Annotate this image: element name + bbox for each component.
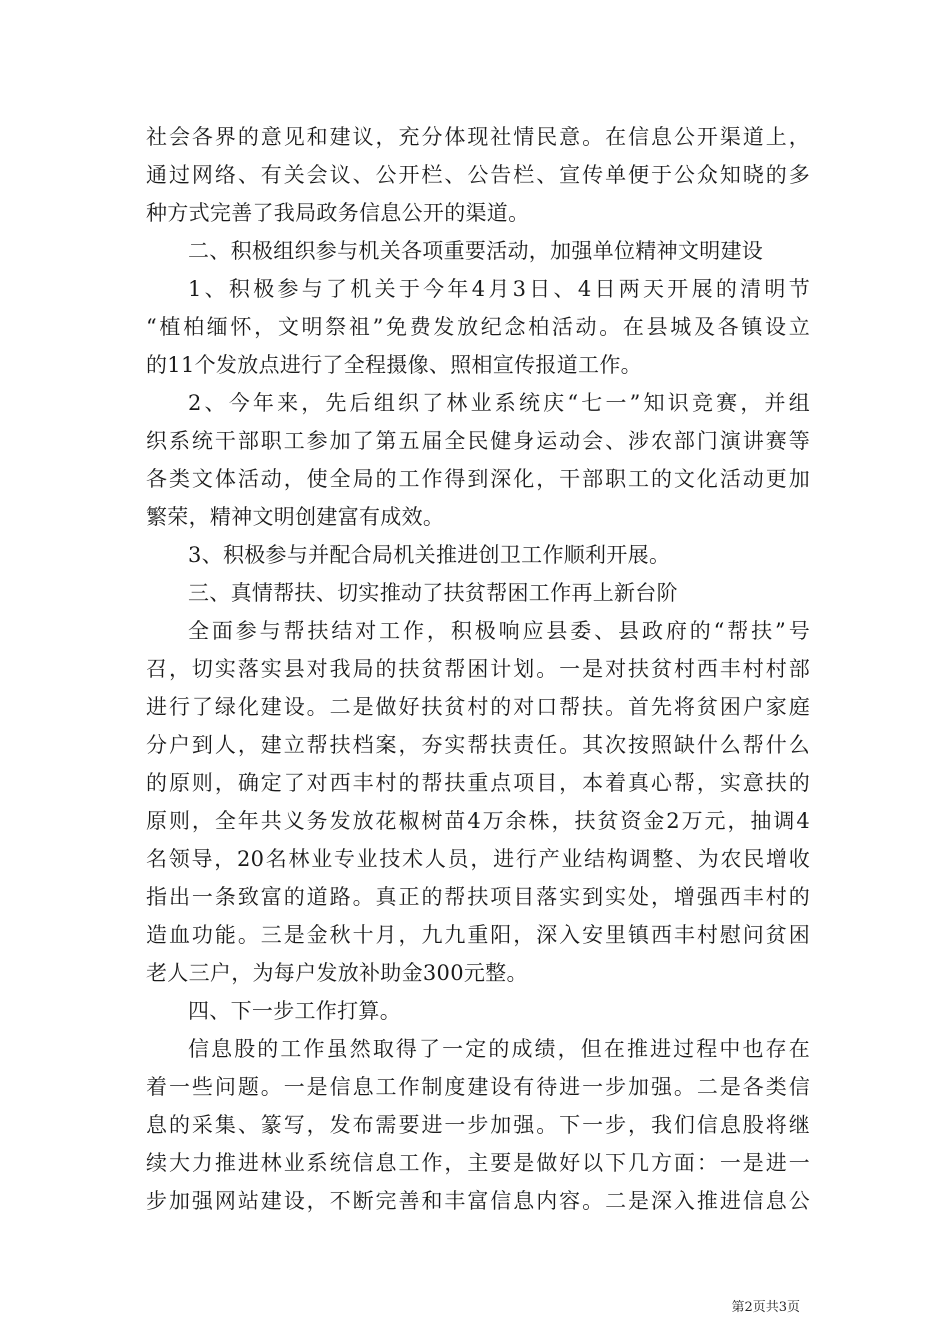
text-line: 指出一条致富的道路。真正的帮扶项目落实到实处，增强西丰村的 — [146, 885, 810, 909]
section-heading: 四、下一步工作打算。 — [188, 999, 401, 1023]
text-line: 通过网络、有关会议、公开栏、公告栏、宣传单便于公众知晓的多 — [146, 163, 810, 187]
text-line: 原则，全年共义务发放花椒树苗4万余株，扶贫资金2万元，抽调4 — [146, 809, 810, 833]
text-line: 续大力推进林业系统信息工作，主要是做好以下几方面：一是进一 — [146, 1151, 810, 1175]
text-line: 2、今年来，先后组织了林业系统庆“七一”知识竞赛，并组 — [188, 391, 810, 415]
text-line: “植柏缅怀，文明祭祖”免费发放纪念柏活动。在县城及各镇设立 — [146, 315, 810, 339]
text-line: 造血功能。三是金秋十月，九九重阳，深入安里镇西丰村慰问贫困 — [146, 923, 810, 947]
text-line: 名领导，20名林业专业技术人员，进行产业结构调整、为农民增收 — [146, 847, 810, 871]
text-line: 信息股的工作虽然取得了一定的成绩，但在推进过程中也存在 — [188, 1037, 810, 1061]
text-line: 全面参与帮扶结对工作，积极响应县委、县政府的“帮扶”号 — [188, 619, 810, 643]
text-line: 的原则，确定了对西丰村的帮扶重点项目，本着真心帮，实意扶的 — [146, 771, 810, 795]
text-line: 步加强网站建设，不断完善和丰富信息内容。二是深入推进信息公 — [146, 1189, 810, 1213]
body-text — [146, 118, 810, 1220]
page-number: 第2页共3页 — [731, 1300, 800, 1315]
text-line: 种方式完善了我局政务信息公开的渠道。 — [146, 201, 530, 225]
text-line: 的11个发放点进行了全程摄像、照相宣传报道工作。 — [146, 353, 642, 377]
text-line: 息的采集、篆写，发布需要进一步加强。下一步，我们信息股将继 — [146, 1113, 810, 1137]
text-line: 3、积极参与并配合局机关推进创卫工作顺利开展。 — [188, 543, 671, 567]
text-line: 进行了绿化建设。二是做好扶贫村的对口帮扶。首先将贫困户家庭 — [146, 695, 810, 719]
section-heading: 三、真情帮扶、切实推动了扶贫帮困工作再上新台阶 — [188, 581, 678, 605]
text-line: 着一些问题。一是信息工作制度建设有待进一步加强。二是各类信 — [146, 1075, 810, 1099]
text-line: 1、积极参与了机关于今年4月3日、4日两天开展的清明节 — [188, 277, 810, 301]
text-line: 各类文体活动，使全局的工作得到深化，干部职工的文化活动更加 — [146, 467, 810, 491]
text-line: 召，切实落实县对我局的扶贫帮困计划。一是对扶贫村西丰村村部 — [146, 657, 810, 681]
text-line: 分户到人，建立帮扶档案，夯实帮扶责任。其次按照缺什么帮什么 — [146, 733, 810, 757]
text-line: 社会各界的意见和建议，充分体现社情民意。在信息公开渠道上， — [146, 125, 810, 149]
text-line: 繁荣，精神文明创建富有成效。 — [146, 505, 445, 529]
text-line: 织系统干部职工参加了第五届全民健身运动会、涉农部门演讲赛等 — [146, 429, 810, 453]
text-line: 老人三户，为每户发放补助金300元整。 — [146, 961, 528, 985]
section-heading: 二、积极组织参与机关各项重要活动，加强单位精神文明建设 — [188, 239, 764, 263]
